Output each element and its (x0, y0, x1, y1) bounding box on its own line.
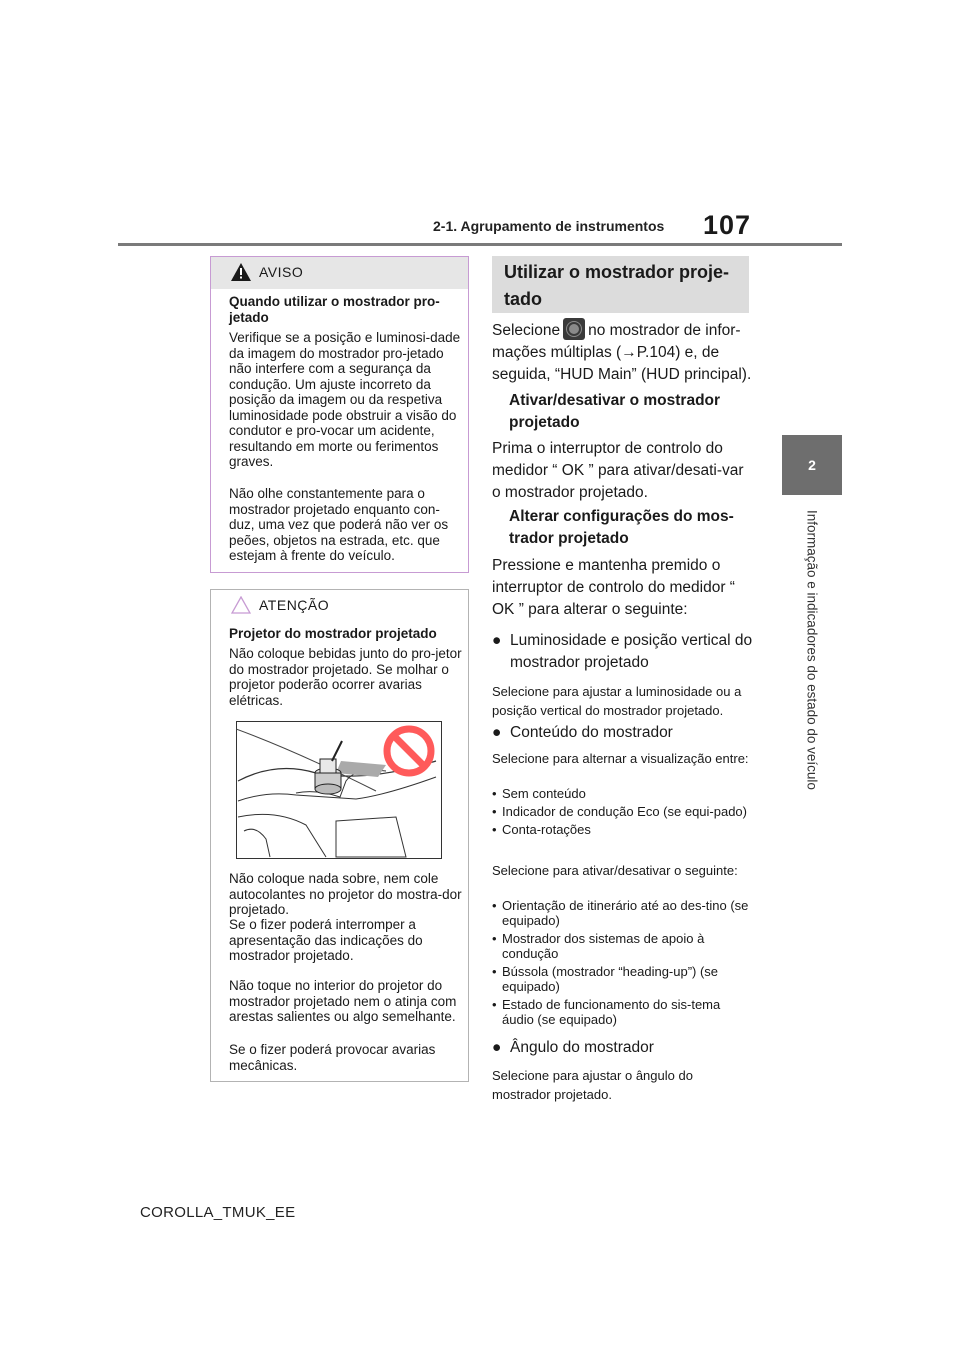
aviso-paragraph-1: Verifique se a posição e luminosi-dade da imagem do mostrador pro-jetado não interfere com a segurança da condução. Um ajuste incorreto da posição da imagem ou da respetiva luminosidade pode obstruir a visão do condutor e pro-vocar um acidente, resultando em morte ou ferimentos graves. (229, 330, 461, 469)
option-angle-title: Ângulo do mostrador (510, 1039, 654, 1056)
subheading-activate: Ativar/desativar o mostrador projetado (509, 392, 721, 431)
aviso-label: AVISO (259, 264, 304, 280)
option-angle-desc: Selecione para ajustar o ângulo do mostrador projetado. (492, 1068, 693, 1102)
aviso-header (211, 257, 468, 289)
header-rule (118, 243, 842, 246)
content-list-2 (492, 898, 752, 1027)
atencao-paragraph-2a: Não coloque nada sobre, nem cole autocolantes no projetor do mostra-dor projetado. (229, 871, 462, 917)
list-item: • Conta-rotações (492, 822, 752, 837)
aviso-paragraph-2: Não olhe constantemente para o mostrador projetado enquanto con-duz, uma vez que poderá não ver os peões, objetos na estrada, etc. que estejam à frente do veículo. (229, 486, 449, 563)
list-item: • Indicador de condução Eco (se equi-pado) (492, 804, 752, 819)
chapter-title-vertical (797, 510, 827, 800)
intro-paragraph (492, 318, 752, 386)
list-item: • Mostrador dos sistemas de apoio à condução (492, 931, 752, 961)
intro-rest-text: no mostrador de infor-mações múltiplas (→P.104) e, de seguida, “HUD Main” (HUD principal). (492, 322, 752, 383)
section-heading: Utilizar o mostrador proje-tado (504, 262, 730, 309)
option-brightness (492, 630, 762, 674)
atencao-paragraph-3a: Não toque no interior do projetor do mostrador projetado nem o atinja com arestas salientes ou algo semelhante. (229, 978, 457, 1024)
option-brightness-title: Luminosidade e posição vertical do mostrador projetado (510, 632, 753, 671)
atencao-label: ATENÇÃO (259, 597, 330, 613)
list-item: • Sem conteúdo (492, 786, 752, 801)
atencao-header (211, 590, 468, 622)
option-brightness-desc: Selecione para ajustar a luminosidade ou a posição vertical do mostrador projetado. (492, 684, 742, 718)
option-content-title: Conteúdo do mostrador (510, 724, 673, 741)
projector-illustration (236, 721, 442, 859)
list-item: • Bússola (mostrador “heading-up”) (se equipado) (492, 964, 752, 994)
bullet-icon: ● (492, 632, 502, 649)
page-number: 107 (703, 210, 752, 240)
aviso-subtitle: Quando utilizar o mostrador pro-jetado (229, 294, 440, 325)
content-list-1 (492, 786, 752, 837)
atencao-paragraph-1: Não coloque bebidas junto do pro-jetor do mostrador projetado. Se molhar o projetor poderão ocorrer avarias elétricas. (229, 646, 462, 708)
atencao-paragraph-3b: Se o fizer poderá provocar avarias mecânicas. (229, 1042, 436, 1073)
atencao-subtitle: Projetor do mostrador projetado (229, 626, 437, 641)
list-item: • Orientação de itinerário até ao des-tino (se equipado) (492, 898, 752, 928)
section-title: 2-1. Agrupamento de instrumentos (433, 218, 665, 234)
bullet-icon: ● (492, 724, 502, 741)
intro-select-text: Selecione (492, 322, 561, 339)
list-item: • Estado de funcionamento do sis-tema áudio (se equipado) (492, 997, 752, 1027)
activate-paragraph: Prima o interruptor de controlo do medidor “ OK ” para ativar/desati-var o mostrador projetado. (492, 440, 744, 501)
warning-filled-icon (231, 263, 251, 281)
subheading-settings: Alterar configurações do mos-trador projetado (509, 508, 734, 547)
atencao-paragraph-2b: Se o fizer poderá interromper a apresentação das indicações do mostrador projetado. (229, 917, 423, 963)
section-heading-box (492, 256, 749, 313)
settings-icon (563, 318, 585, 340)
option-content-desc-1: Selecione para alternar a visualização entre: (492, 751, 749, 766)
option-angle (492, 1037, 762, 1059)
chapter-tab (782, 435, 842, 495)
chapter-title: Informação e indicadores do estado do veículo (804, 510, 820, 790)
settings-paragraph: Pressione e mantenha premido o interruptor de controlo do medidor “ OK ” para alterar o seguinte: (492, 557, 735, 618)
document-id: COROLLA_TMUK_EE (140, 1204, 296, 1221)
bullet-icon: ● (492, 1039, 502, 1056)
caution-outline-icon (231, 596, 251, 614)
option-content (492, 722, 762, 744)
option-content-desc-2: Selecione para ativar/desativar o seguinte: (492, 863, 738, 878)
chapter-number: 2 (808, 457, 816, 473)
